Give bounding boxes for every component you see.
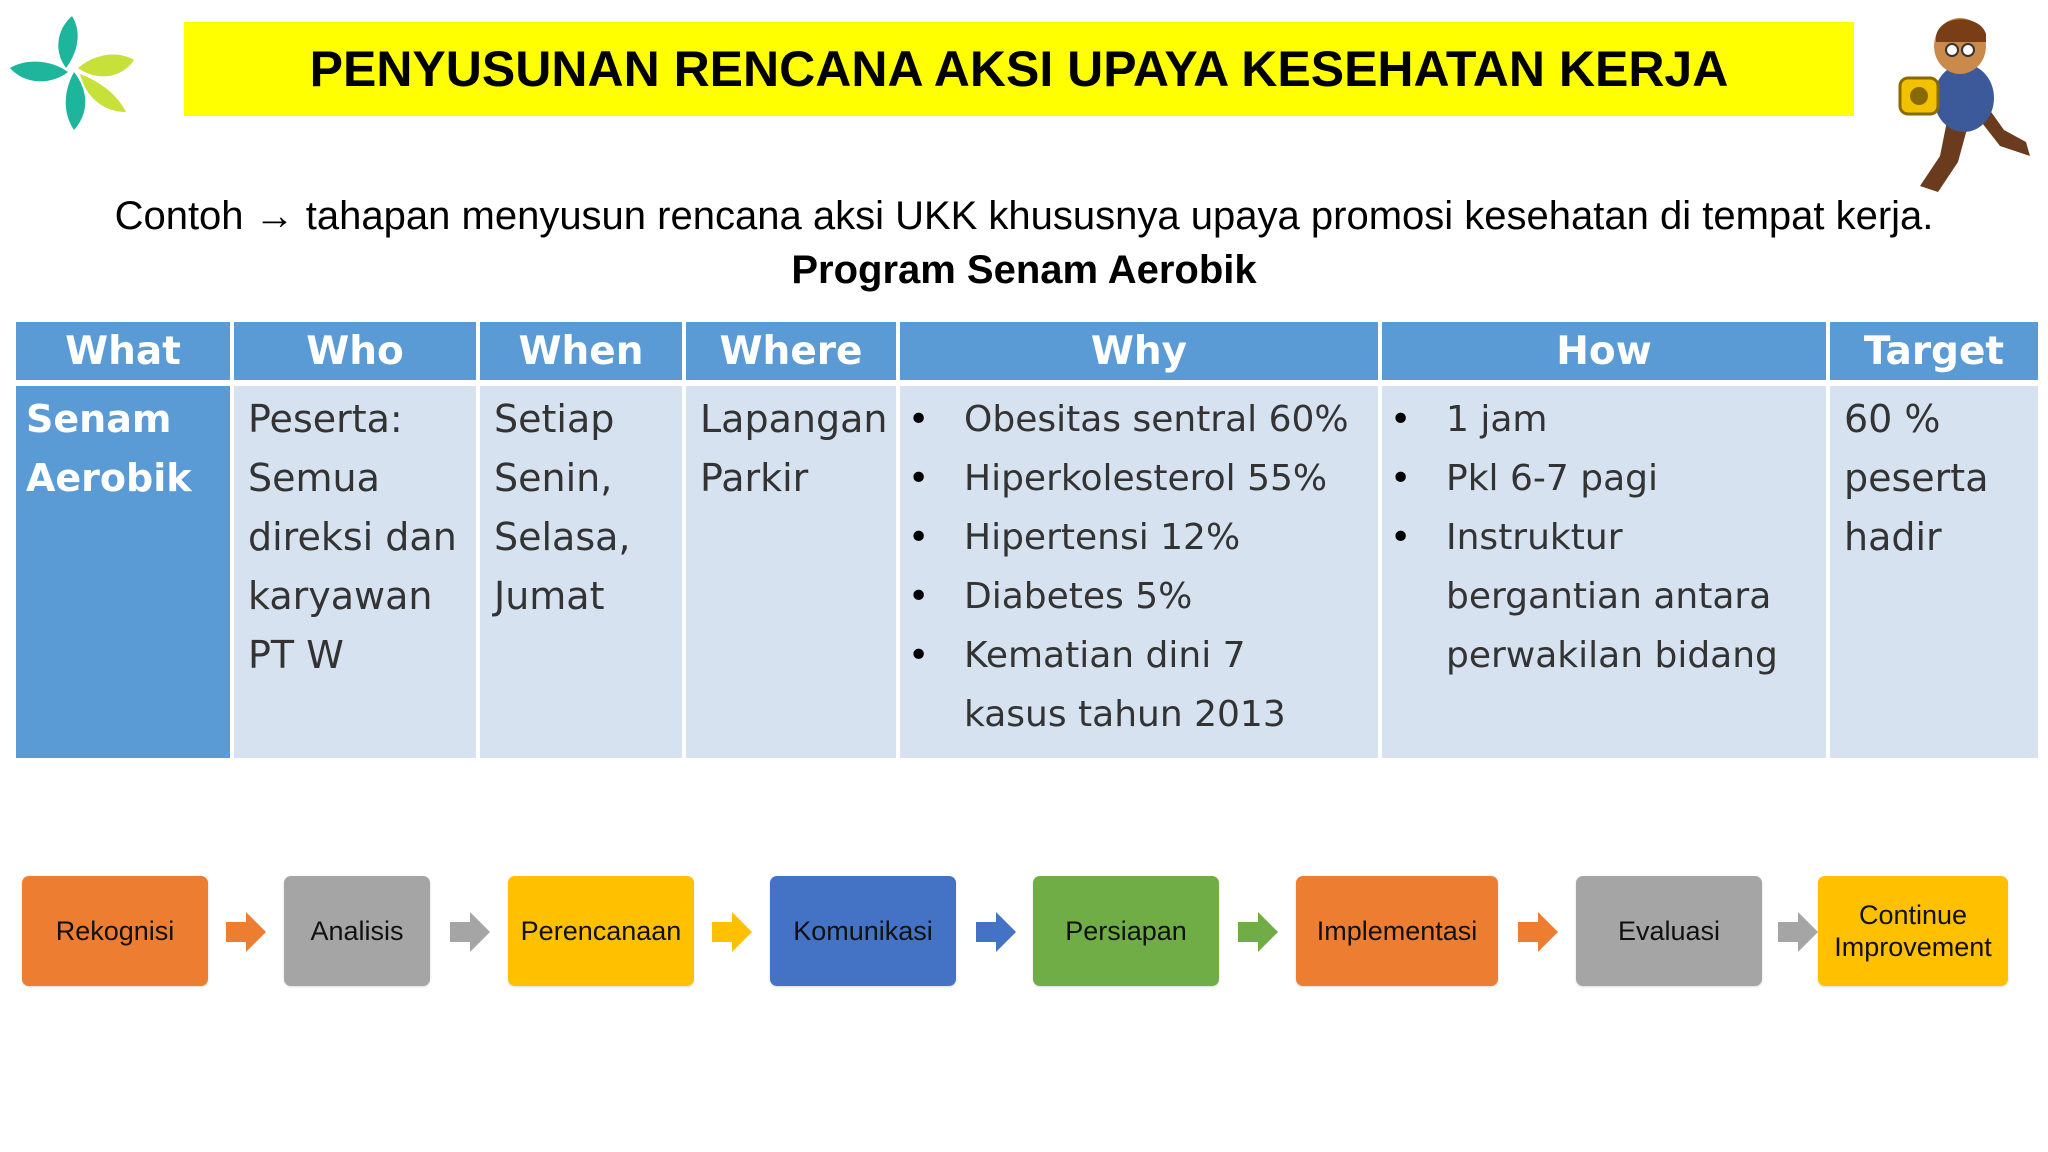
flow-step-perencanaan [508, 876, 694, 986]
flow-step-analisis [284, 876, 430, 986]
list-item: • 1 jam [1390, 390, 1812, 449]
header-who: Who [234, 322, 476, 386]
flow-step-komunikasi [770, 876, 956, 986]
right-arrow-icon [1516, 910, 1560, 954]
right-arrow-icon: → [254, 194, 295, 238]
flow-step-label: Analisis [310, 916, 404, 946]
cell-line: Senin, [494, 456, 613, 500]
right-arrow-icon [710, 910, 754, 954]
flow-step-continue-improvement [1818, 876, 2008, 986]
program-title: Program Senam Aerobik [791, 248, 1257, 292]
flow-step-label: Continue Improvement [1834, 900, 1992, 962]
header-when: When [480, 322, 682, 386]
header-how: How [1382, 322, 1826, 386]
header-why: Why [900, 322, 1378, 386]
list-item: • Pkl 6-7 pagi [1390, 449, 1812, 508]
flow-step-label: Perencanaan [520, 916, 682, 946]
right-arrow-icon [974, 910, 1018, 954]
table-header-row [16, 322, 2038, 386]
action-plan-table [12, 322, 2042, 758]
cell-who [234, 386, 476, 758]
process-flow [20, 876, 2030, 992]
why-list [908, 390, 1364, 744]
cell-line: direksi dan [248, 515, 457, 559]
list-item: • Kematian dini 7 [908, 626, 1364, 685]
cartoon-mascot-icon [1880, 6, 2045, 196]
cell-line: Jumat [494, 574, 605, 618]
cell-line: Parkir [700, 456, 809, 500]
subtitle-prefix: Contoh [114, 194, 244, 238]
list-item: • Hipertensi 12% [908, 508, 1364, 567]
list-item-continuation: bergantian antara [1446, 576, 1772, 617]
cell-line: peserta [1844, 456, 1989, 500]
list-item: • Diabetes 5% [908, 567, 1364, 626]
cell-what [16, 386, 230, 758]
list-item: • Instruktur [1390, 508, 1812, 567]
how-list [1390, 390, 1812, 685]
cell-how [1382, 386, 1826, 758]
cell-line: Setiap [494, 397, 615, 441]
flow-step-rekognisi [22, 876, 208, 986]
flow-step-persiapan [1033, 876, 1219, 986]
header-where: Where [686, 322, 896, 386]
cell-line: Senam [26, 397, 172, 441]
cell-target [1830, 386, 2038, 758]
flow-step-label: Persiapan [1065, 916, 1187, 946]
subtitle-line [0, 190, 2048, 242]
cell-line: PT W [248, 633, 344, 677]
table-row [16, 386, 2038, 758]
cell-line: hadir [1844, 515, 1942, 559]
cell-line: 60 % [1844, 397, 1941, 441]
subtitle-text: tahapan menyusun rencana aksi UKK khususnya upaya promosi kesehatan di tempat kerja. [305, 194, 1934, 238]
flow-step-implementasi [1296, 876, 1498, 986]
slide-title: PENYUSUNAN RENCANA AKSI UPAYA KESEHATAN KERJA [184, 22, 1854, 116]
list-item: • Hiperkolesterol 55% [908, 449, 1364, 508]
right-arrow-icon [448, 910, 492, 954]
right-arrow-icon [1236, 910, 1280, 954]
cell-line: Peserta: [248, 397, 403, 441]
cell-why [900, 386, 1378, 758]
flow-step-label: Komunikasi [793, 916, 933, 946]
health-ministry-logo-icon [4, 8, 138, 132]
cell-line: Selasa, [494, 515, 631, 559]
right-arrow-icon [224, 910, 268, 954]
flow-step-label: Evaluasi [1617, 916, 1721, 946]
cell-line: Aerobik [26, 456, 192, 500]
cell-where [686, 386, 896, 758]
cell-line: Lapangan [700, 397, 888, 441]
cell-line: Semua [248, 456, 380, 500]
header-what: What [16, 322, 230, 386]
header-target: Target [1830, 322, 2038, 386]
flow-step-label: Rekognisi [55, 916, 175, 946]
list-item-continuation: perwakilan bidang [1446, 635, 1778, 676]
list-item: • Obesitas sentral 60% [908, 390, 1364, 449]
right-arrow-icon [1776, 910, 1820, 954]
cell-line: karyawan [248, 574, 433, 618]
cell-when [480, 386, 682, 758]
flow-step-evaluasi [1576, 876, 1762, 986]
list-item-continuation: kasus tahun 2013 [964, 694, 1286, 735]
flow-step-label: Implementasi [1316, 916, 1478, 946]
